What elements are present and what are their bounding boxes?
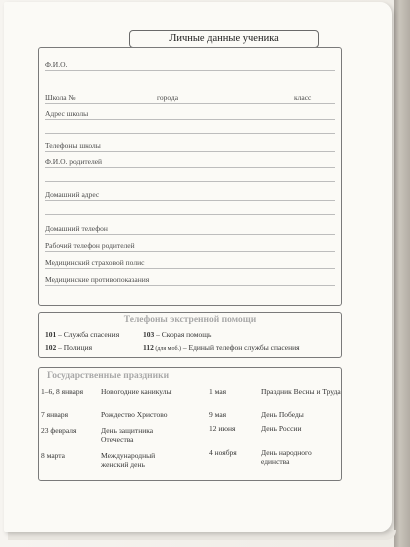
home-address-line <box>45 200 335 201</box>
holiday-date: 1 мая <box>209 387 227 396</box>
emergency-number: 102 <box>45 343 57 352</box>
page-title: Личные данные ученика <box>129 30 319 48</box>
emergency-label: – Полиция <box>56 343 93 352</box>
holiday-date: 8 марта <box>41 451 65 460</box>
medical-policy-label: Медицинский страховой полис <box>45 258 145 267</box>
state-holidays-box <box>38 367 342 481</box>
holiday-date: 7 января <box>41 410 69 419</box>
home-address-label: Домашний адрес <box>45 190 100 199</box>
school-phones-label: Телефоны школы <box>45 141 101 150</box>
medical-contra-label: Медицинские противопоказания <box>45 275 150 284</box>
notebook-page <box>4 2 392 532</box>
holiday-name: День Победы <box>261 410 304 419</box>
emergency-number: 101 <box>45 330 57 339</box>
student-data-form <box>38 47 342 306</box>
home-phone-label: Домашний телефон <box>45 224 108 233</box>
holidays-title: Государственные праздники <box>47 371 170 381</box>
emergency-label: – Скорая помощь <box>154 330 212 339</box>
emergency-number: 103 <box>143 330 155 339</box>
school-address-line <box>45 119 335 120</box>
emergency-label: – Служба спасения <box>56 330 120 339</box>
emergency-label: – Единый телефон службы спасения <box>181 343 300 352</box>
class-label: класс <box>294 93 312 102</box>
emergency-phones-box <box>38 312 342 358</box>
emergency-title: Телефоны экстренной помощи <box>123 315 257 325</box>
holiday-name: День защитника Отечества <box>101 426 154 444</box>
school-no-label: Школа № <box>45 93 76 102</box>
medical-contra-line <box>45 285 335 286</box>
fio-label: Ф.И.О. <box>45 60 68 69</box>
holiday-date: 23 февраля <box>41 426 77 435</box>
school-address-label: Адрес школы <box>45 109 89 118</box>
emergency-item <box>143 330 211 339</box>
city-label: города <box>157 93 179 102</box>
school-address-line-2 <box>45 133 335 134</box>
holiday-date: 1–6, 8 января <box>41 387 84 396</box>
emergency-item <box>143 343 300 352</box>
home-address-line-2 <box>45 214 335 215</box>
parents-work-phone-line <box>45 251 335 252</box>
holiday-name: Новогодние каникулы <box>101 387 172 396</box>
holiday-name: Рождество Христово <box>101 410 168 419</box>
school-line <box>45 103 335 104</box>
emergency-item <box>45 330 119 339</box>
holiday-name: Международный женский день <box>101 451 156 469</box>
emergency-note: (для моб.) <box>153 346 181 352</box>
home-phone-line <box>45 234 335 235</box>
fio-line <box>45 70 335 71</box>
medical-policy-line <box>45 268 335 269</box>
parents-fio-line <box>45 167 335 168</box>
parents-work-phone-label: Рабочий телефон родителей <box>45 241 135 250</box>
holiday-name: День народного единства <box>261 448 312 466</box>
holiday-date: 12 июня <box>209 424 236 433</box>
school-phones-line <box>45 151 335 152</box>
emergency-number: 112 <box>143 343 154 352</box>
holiday-name: Праздник Весны и Труда <box>261 387 341 396</box>
parents-fio-label: Ф.И.О. родителей <box>45 157 103 166</box>
emergency-item <box>45 343 92 352</box>
parents-fio-line-2 <box>45 181 335 182</box>
holiday-date: 4 ноября <box>209 448 237 457</box>
holiday-date: 9 мая <box>209 410 227 419</box>
holiday-name: День России <box>261 424 302 433</box>
notebook-spine-edge <box>394 0 410 547</box>
